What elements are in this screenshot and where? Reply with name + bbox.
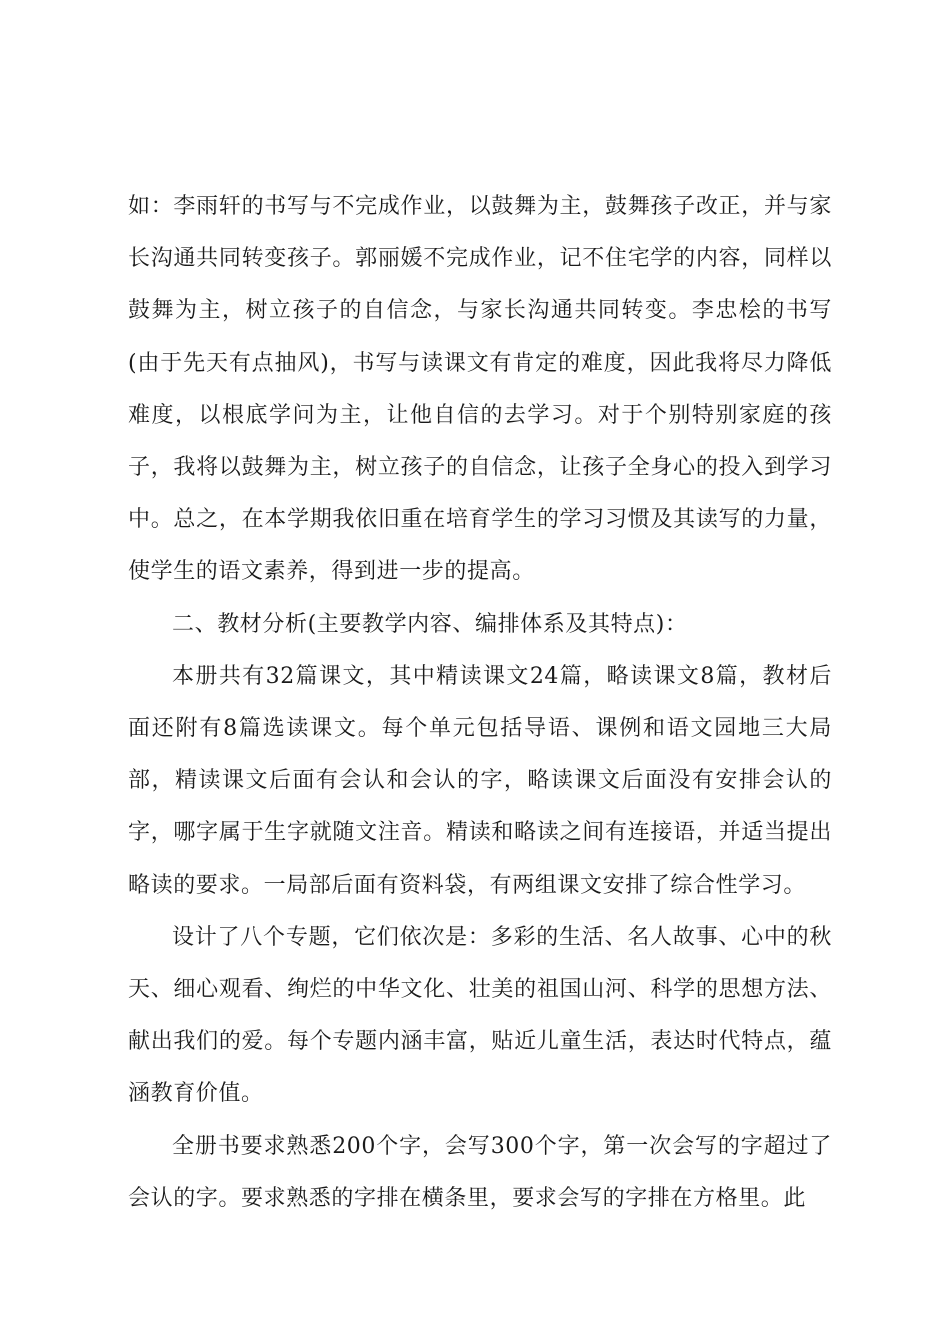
- paragraph-character-requirements: 全册书要求熟悉200个字，会写300个字，第一次会写的字超过了会认的字。要求熟悉的字排在横条里，要求会写的字排在方格里。此: [128, 1133, 832, 1211]
- paragraph-textbook-structure: 本册共有32篇课文，其中精读课文24篇，略读课文8篇，教材后面还附有8篇选读课文。每个单元包括导语、课例和语文园地三大局部，精读课文后面有会认和会认的字，略读课文后面没有安排会认的字，哪字属于生字就随文注音。精读和略读之间有连接语，并适当提出略读的要求。一局部后面有资料袋，有两组课文安排了综合性学习。: [128, 663, 832, 898]
- document-body: [128, 181, 832, 1225]
- paragraph-section-heading-textbook-analysis: 二、教材分析(主要教学内容、编排体系及其特点)：: [172, 611, 688, 637]
- paragraph-topics: 设计了八个专题，它们依次是：多彩的生活、名人故事、心中的秋天、细心观看、绚烂的中华文化、壮美的祖国山河、科学的思想方法、献出我们的爱。每个专题内涵丰富，贴近儿童生活，表达时代特点，蕴涵教育价值。: [128, 924, 832, 1107]
- paragraph-student-cases: 如：李雨轩的书写与不完成作业，以鼓舞为主，鼓舞孩子改正，并与家长沟通共同转变孩子。郭丽媛不完成作业，记不住宅学的内容，同样以鼓舞为主，树立孩子的自信念，与家长沟通共同转变。李忠桧的书写(由于先天有点抽风)，书写与读课文有肯定的难度，因此我将尽力降低难度，以根底学问为主，让他自信的去学习。对于个别特别家庭的孩子，我将以鼓舞为主，树立孩子的自信念，让孩子全身心的投入到学习中。总之，在本学期我依旧重在培育学生的学习习惯及其读写的力量，使学生的语文素养，得到进一步的提高。: [128, 194, 832, 585]
